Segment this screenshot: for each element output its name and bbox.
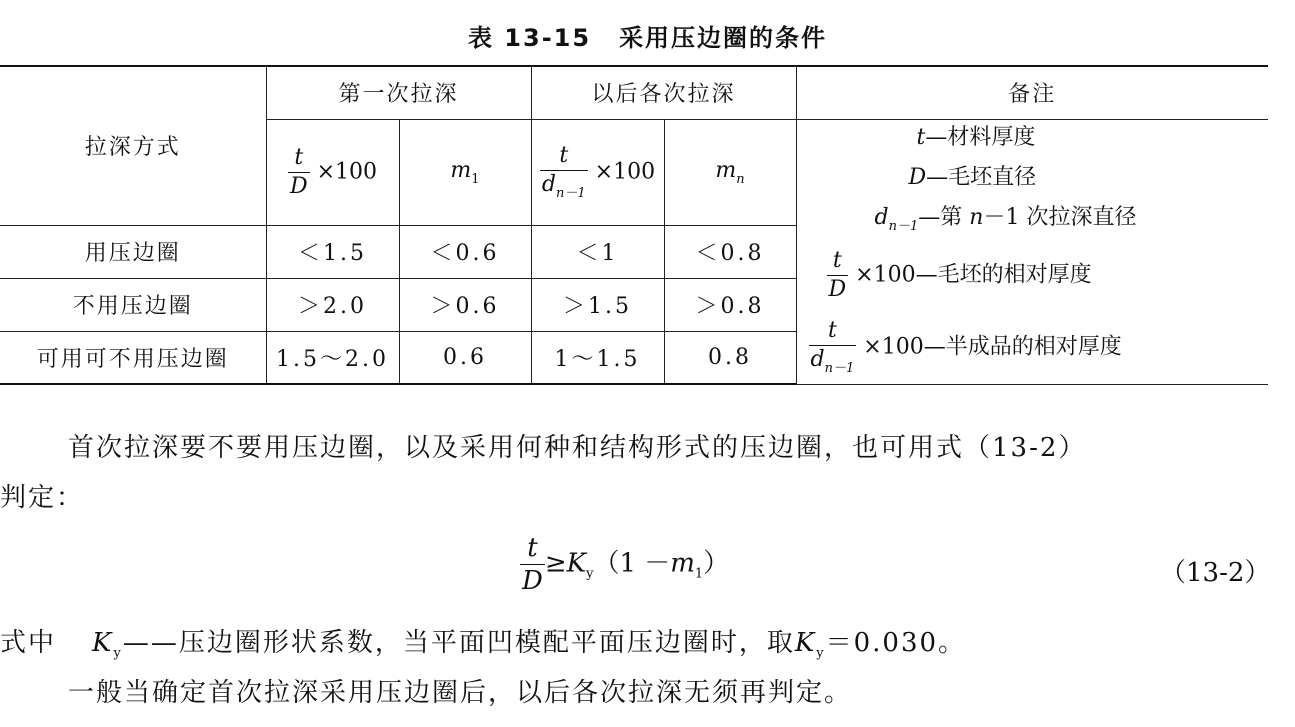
header-method: 拉深方式: [0, 66, 266, 225]
fraction-t-over-dn: $\frac{t}{d_{n-1}}$: [541, 142, 586, 201]
note-t-over-dn: $\frac{t}{d_{n-1}}$ ×100—半成品的相对厚度: [810, 317, 1122, 376]
header-first-ratio: $\frac{t}{D}$ ×100: [266, 119, 399, 225]
formula-fraction: $\frac{t}{D}$: [522, 533, 543, 596]
table-number: 表 13-15: [467, 24, 592, 52]
table-row: 可用可不用压边圈 1.5～2.0 0.6 1～1.5 0.8: [0, 331, 1268, 384]
paragraph-1-line-1: 首次拉深要不要用压边圈，以及采用何种和结构形式的压边圈，也可用式（13-2）: [68, 433, 1087, 463]
table-caption: 采用压边圈的条件: [619, 24, 828, 52]
paragraph-2: 式中 $K_y——$压边圈形状系数，当平面凹模配平面压边圈时，取$K_y=0.030$。: [0, 628, 967, 661]
paragraph-3: 一般当确定首次拉深采用压边圈后，以后各次拉深无须再判定。: [68, 678, 853, 708]
note-dn: $d_{n-1}—$第 n－1 次拉深直径: [874, 204, 1137, 234]
drawing-condition-table: [0, 65, 1268, 385]
table-title: [0, 18, 1295, 53]
header-later-m: $m_n$: [664, 119, 796, 225]
formula-13-2: $\frac{t}{D}$ $\ge K_y(1 -m_1)$: [522, 533, 730, 596]
header-row-1: [0, 66, 1268, 119]
formula-number: （13-2）: [1160, 558, 1271, 588]
table-row: 不用压边圈 ＞2.0 ＞0.6 ＞1.5 ＞0.8: [0, 278, 1268, 331]
header-first-draw: 第一次拉深: [266, 66, 531, 119]
note-t-over-d: $\frac{t}{D}$ ×100—毛坯的相对厚度: [828, 247, 1092, 302]
header-first-m: $m_1$: [399, 119, 531, 225]
note-t: t—材料厚度: [916, 124, 1036, 150]
notes-cell: [796, 119, 1268, 384]
paragraph-1-line-2: 判定：: [0, 483, 85, 513]
header-notes: 备注: [796, 66, 1268, 119]
note-d: D—毛坯直径: [908, 164, 1037, 190]
fraction-t-over-d: $\frac{t}{D}$: [289, 144, 308, 199]
header-later-draw: 以后各次拉深: [531, 66, 796, 119]
table-row: 用压边圈 ＜1.5 ＜0.6 ＜1 ＜0.8: [0, 225, 1268, 278]
header-later-ratio: $\frac{t}{d_{n-1}}$ ×100: [531, 119, 664, 225]
